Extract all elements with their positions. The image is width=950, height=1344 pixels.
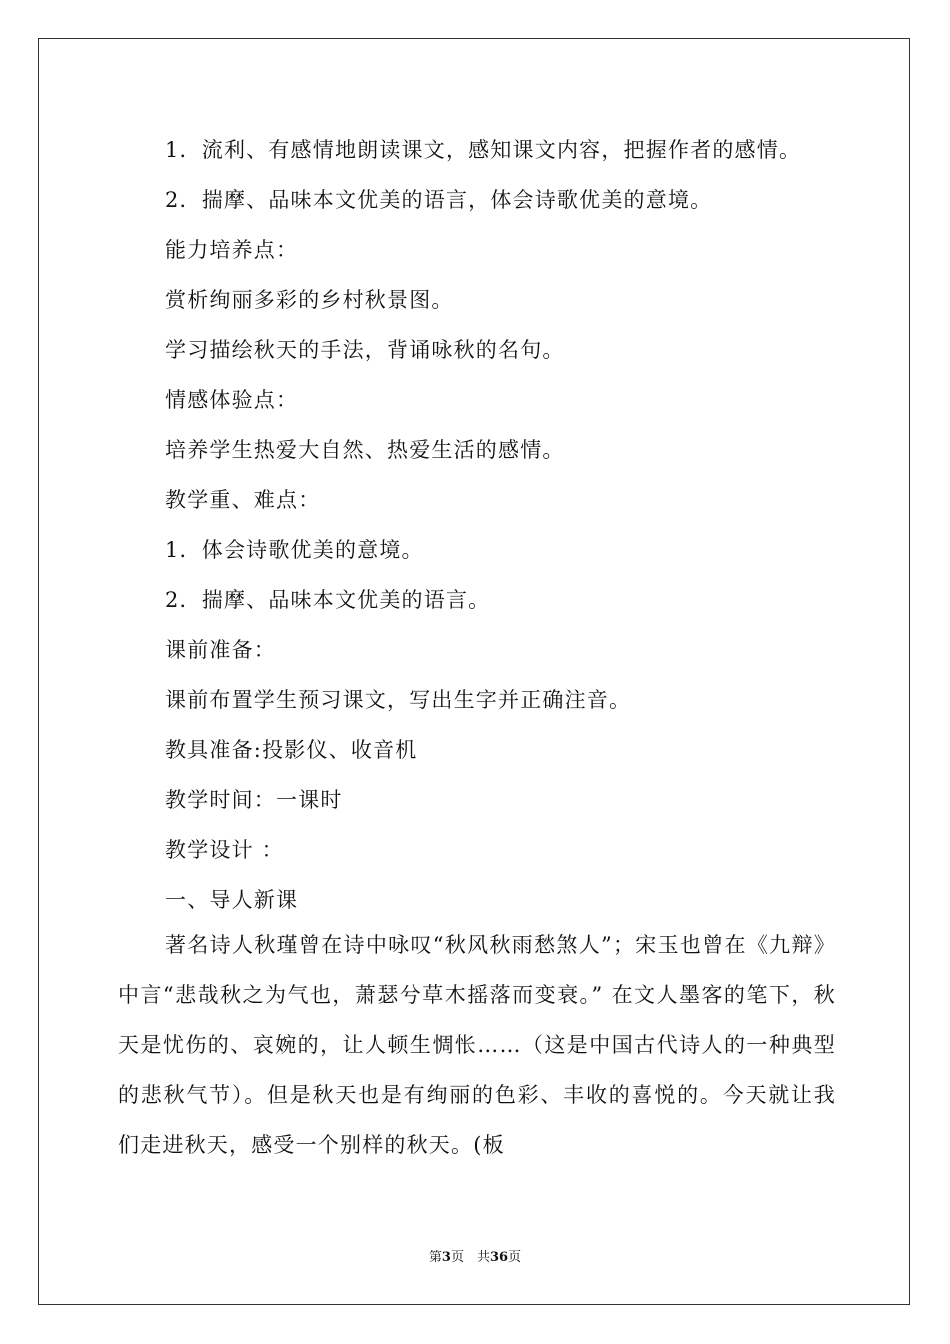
subsection-heading-intro: 一、导人新课 (165, 888, 299, 912)
ability-item-1: 赏析绚丽多彩的乡村秋景图。 (165, 288, 454, 312)
page-footer (0, 1246, 950, 1265)
emotion-item: 培养学生热爱大自然、热爱生活的感情。 (165, 438, 565, 462)
footer-total-pages: 36 (489, 1250, 509, 1265)
section-heading-preparation: 课前准备： (165, 638, 276, 662)
section-heading-emotion: 情感体验点： (165, 388, 299, 412)
footer-middle: 页 共 (450, 1250, 490, 1265)
key-point-2: 2．揣摩、品味本文优美的语言。 (165, 588, 491, 612)
section-heading-design: 教学设计 ： (165, 838, 284, 862)
objective-2: 2．揣摩、品味本文优美的语言，体会诗歌优美的意境。 (165, 188, 713, 212)
section-heading-ability: 能力培养点： (165, 238, 299, 262)
footer-prefix: 第 (428, 1250, 442, 1265)
footer-current-page: 3 (441, 1250, 451, 1265)
teaching-tools: 教具准备:投影仪、收音机 (165, 738, 418, 762)
intro-paragraph: 著名诗人秋瑾曾在诗中咏叹“秋风秋雨愁煞人”；宋玉也曾在《九辩》中言“悲哉秋之为气也，萧瑟兮草木摇落而变衰。” 在文人墨客的笔下，秋天是忧伤的、哀婉的，让人顿生惆怅……（这是中国古代诗人的一种典型的悲秋气节）。但是秋天也是有绚丽的色彩、丰收的喜悦的。今天就让我们走进秋天，感受一个别样的秋天。(板 (118, 933, 836, 1157)
section-heading-key-points: 教学重、难点： (165, 488, 321, 512)
footer-suffix: 页 (508, 1250, 522, 1265)
teaching-time: 教学时间：一课时 (165, 788, 343, 812)
ability-item-2: 学习描绘秋天的手法，背诵咏秋的名句。 (165, 338, 565, 362)
key-point-1: 1．体会诗歌优美的意境。 (165, 538, 424, 562)
preparation-item: 课前布置学生预习课文，写出生字并正确注音。 (165, 688, 632, 712)
objective-1: 1．流利、有感情地朗读课文，感知课文内容，把握作者的感情。 (165, 138, 802, 162)
